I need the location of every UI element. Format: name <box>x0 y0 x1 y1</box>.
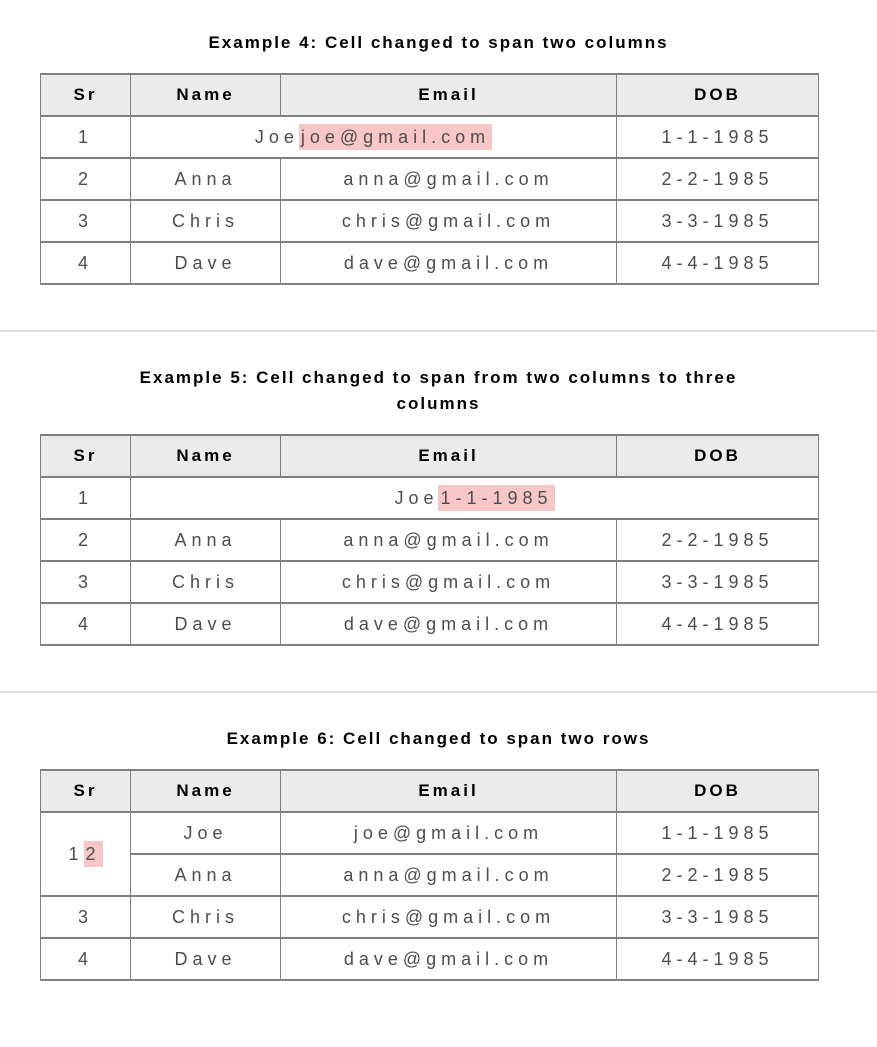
example-6-title: Example 6: Cell changed to span two rows <box>226 729 651 748</box>
header-cell-email: Email <box>281 770 617 812</box>
cell-sr: 4 <box>41 938 131 980</box>
cell-name: Anna <box>131 854 281 896</box>
cell-dob: 3-3-1985 <box>617 200 819 242</box>
cell-sr: 1 <box>41 116 131 158</box>
table-row <box>41 896 819 938</box>
header-cell-dob: DOB <box>617 435 819 477</box>
table-row <box>41 200 819 242</box>
cell-name: Anna <box>131 158 281 200</box>
example-5-title-line-2: columns <box>396 394 481 413</box>
cell-name: Joe <box>131 812 281 854</box>
cell-email: anna@gmail.com <box>281 519 617 561</box>
cell-name: Chris <box>131 561 281 603</box>
example-5-title-line-1: Example 5: Cell changed to span from two columns to three <box>139 368 738 387</box>
cell-email: chris@gmail.com <box>281 200 617 242</box>
merged-colspan-cell <box>131 477 819 519</box>
cell-email: joe@gmail.com <box>281 812 617 854</box>
cell-name: Chris <box>131 200 281 242</box>
cell-sr: 1 <box>41 477 131 519</box>
cell-dob: 2-2-1985 <box>617 519 819 561</box>
header-cell-dob: DOB <box>617 770 819 812</box>
cell-dob: 2-2-1985 <box>617 854 819 896</box>
cell-name: Dave <box>131 938 281 980</box>
header-cell-name: Name <box>131 74 281 116</box>
example-6-table <box>40 769 819 981</box>
cell-sr: 3 <box>41 200 131 242</box>
cell-email: chris@gmail.com <box>281 896 617 938</box>
merged-cell-text: Joe <box>254 126 299 147</box>
merged-colspan-cell <box>131 116 617 158</box>
table-header-row <box>41 74 819 116</box>
cell-dob: 1-1-1985 <box>617 116 819 158</box>
cell-dob: 4-4-1985 <box>617 242 819 284</box>
table-header-row <box>41 770 819 812</box>
header-cell-name: Name <box>131 435 281 477</box>
table-row-merged <box>41 477 819 519</box>
table-row <box>41 242 819 284</box>
section-divider <box>0 330 877 332</box>
header-cell-email: Email <box>281 74 617 116</box>
cell-email: dave@gmail.com <box>281 938 617 980</box>
cell-dob: 1-1-1985 <box>617 812 819 854</box>
table-header-row <box>41 435 819 477</box>
header-cell-email: Email <box>281 435 617 477</box>
cell-sr: 3 <box>41 896 131 938</box>
cell-email: dave@gmail.com <box>281 603 617 645</box>
table-row <box>41 158 819 200</box>
section-example-5 <box>0 365 877 646</box>
header-cell-name: Name <box>131 770 281 812</box>
merged-rowspan-cell <box>41 812 131 896</box>
cell-sr: 4 <box>41 603 131 645</box>
cell-email: anna@gmail.com <box>281 158 617 200</box>
table-row-merged <box>41 812 819 854</box>
section-divider <box>0 691 877 693</box>
cell-sr: 4 <box>41 242 131 284</box>
cell-name: Chris <box>131 896 281 938</box>
table-row-merged <box>41 116 819 158</box>
table-row <box>41 603 819 645</box>
cell-dob: 3-3-1985 <box>617 561 819 603</box>
example-5-title <box>69 365 809 417</box>
highlight-span: joe@gmail.com <box>299 124 492 150</box>
section-example-6 <box>0 726 877 981</box>
merged-cell-text: Joe <box>394 487 439 508</box>
highlight-span: 1-1-1985 <box>438 485 554 511</box>
header-cell-sr: Sr <box>41 770 131 812</box>
cell-email: dave@gmail.com <box>281 242 617 284</box>
table-row <box>41 561 819 603</box>
cell-sr: 2 <box>41 158 131 200</box>
cell-email: chris@gmail.com <box>281 561 617 603</box>
cell-name: Dave <box>131 242 281 284</box>
header-cell-sr: Sr <box>41 74 131 116</box>
header-cell-dob: DOB <box>617 74 819 116</box>
merged-cell-text: 1 <box>68 843 84 864</box>
table-row <box>41 519 819 561</box>
example-4-table <box>40 73 819 285</box>
header-cell-sr: Sr <box>41 435 131 477</box>
table-row <box>41 938 819 980</box>
example-4-title: Example 4: Cell changed to span two columns <box>208 33 669 52</box>
example-5-table <box>40 434 819 646</box>
cell-name: Dave <box>131 603 281 645</box>
cell-dob: 4-4-1985 <box>617 603 819 645</box>
cell-dob: 2-2-1985 <box>617 158 819 200</box>
cell-name: Anna <box>131 519 281 561</box>
cell-dob: 3-3-1985 <box>617 896 819 938</box>
cell-dob: 4-4-1985 <box>617 938 819 980</box>
cell-sr: 3 <box>41 561 131 603</box>
cell-email: anna@gmail.com <box>281 854 617 896</box>
section-example-4 <box>0 30 877 285</box>
highlight-span: 2 <box>84 841 103 867</box>
cell-sr: 2 <box>41 519 131 561</box>
table-row <box>41 854 819 896</box>
